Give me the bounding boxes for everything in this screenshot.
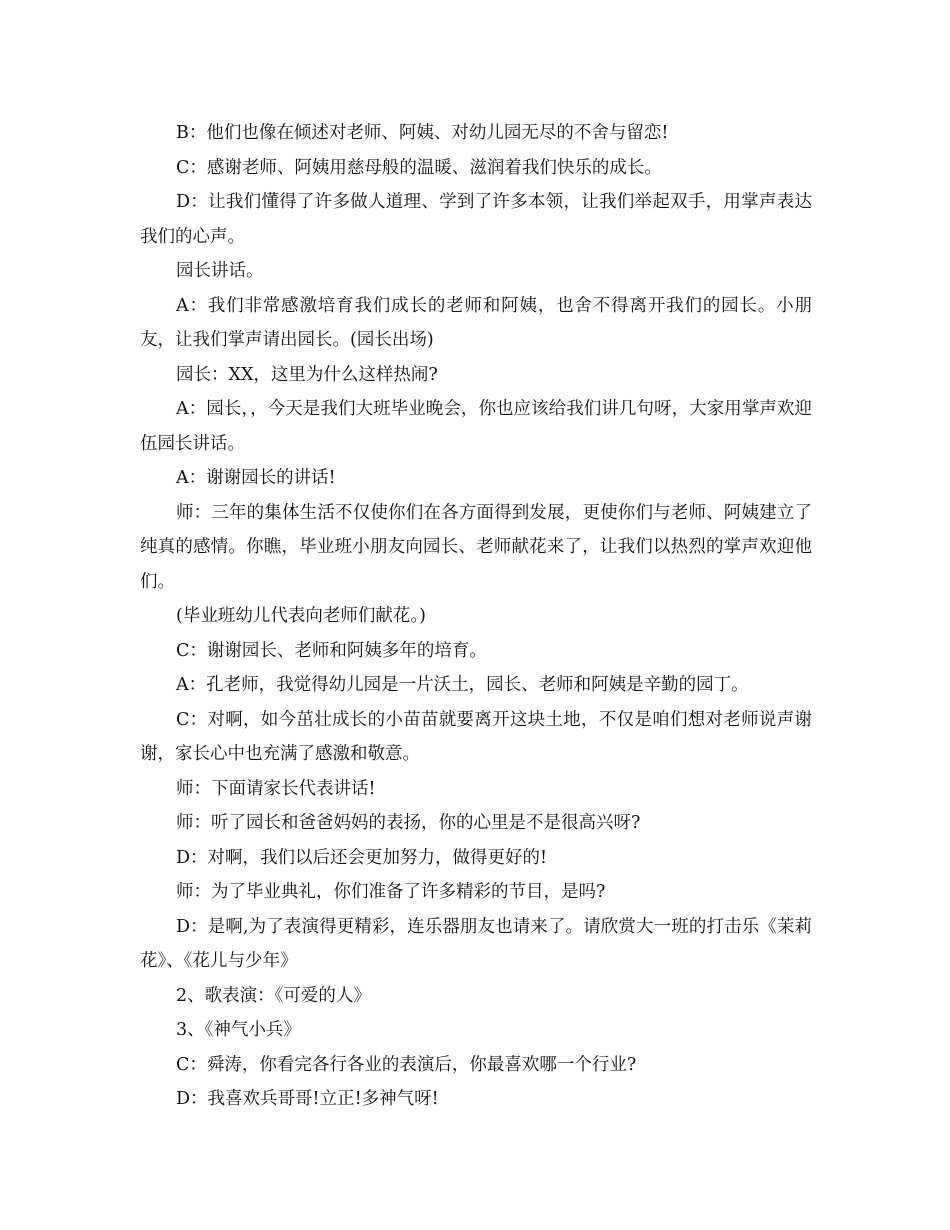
paragraph: 师：为了毕业典礼，你们准备了许多精彩的节目，是吗? <box>176 882 606 902</box>
paragraph: A：园长，，今天是我们大班毕业晚会，你也应该给我们讲几句呀，大家用掌声欢迎伍园长讲话。 <box>140 399 812 454</box>
paragraph: D：是啊,为了表演得更精彩，连乐器朋友也请来了。请欣赏大一班的打击乐《茉莉花》、《花儿与少年》 <box>140 916 812 971</box>
paragraph: C：对啊，如今茁壮成长的小苗苗就要离开这块土地，不仅是咱们想对老师说声谢谢，家长心中也充满了感激和敬意。 <box>140 709 812 764</box>
paragraph: 3、《神气小兵》 <box>176 1020 301 1040</box>
document-body <box>140 116 812 1117</box>
paragraph: B：他们也像在倾述对老师、阿姨、对幼儿园无尽的不舍与留恋! <box>176 123 669 143</box>
paragraph: C：感谢老师、阿姨用慈母般的温暖、滋润着我们快乐的成长。 <box>176 157 662 178</box>
paragraph: A：谢谢园长的讲话! <box>176 468 336 488</box>
paragraph: 师：下面请家长代表讲话! <box>176 778 376 799</box>
paragraph: A：我们非常感激培育我们成长的老师和阿姨，也舍不得离开我们的园长。小朋友，让我们掌声请出园长。(园长出场) <box>140 295 812 350</box>
paragraph: A：孔老师，我觉得幼儿园是一片沃土，园长、老师和阿姨是辛勤的园丁。 <box>176 675 749 695</box>
paragraph: 园长：XX，这里为什么这样热闹? <box>176 364 438 385</box>
paragraph: D：对啊，我们以后还会更加努力，做得更好的! <box>176 847 548 868</box>
paragraph: 师：三年的集体生活不仅使你们在各方面得到发展，更使你们与老师、阿姨建立了纯真的感情。你瞧，毕业班小朋友向园长、老师献花来了，让我们以热烈的掌声欢迎他们。 <box>140 502 812 592</box>
paragraph: 园长讲话。 <box>176 261 264 281</box>
paragraph: D：让我们懂得了许多做人道理、学到了许多本领，让我们举起双手，用掌声表达我们的心声。 <box>140 192 812 247</box>
paragraph: C：谢谢园长、老师和阿姨多年的培育。 <box>176 640 487 661</box>
paragraph: 师：听了园长和爸爸妈妈的表扬，你的心里是不是很高兴呀? <box>176 813 641 833</box>
paragraph: 2、歌表演：《可爱的人》 <box>176 985 371 1006</box>
paragraph: (毕业班幼儿代表向老师们献花。) <box>176 606 426 626</box>
paragraph: C：舜涛，你看完各行各业的表演后，你最喜欢哪一个行业? <box>176 1054 637 1075</box>
paragraph: D：我喜欢兵哥哥!立正!多神气呀! <box>176 1089 439 1109</box>
